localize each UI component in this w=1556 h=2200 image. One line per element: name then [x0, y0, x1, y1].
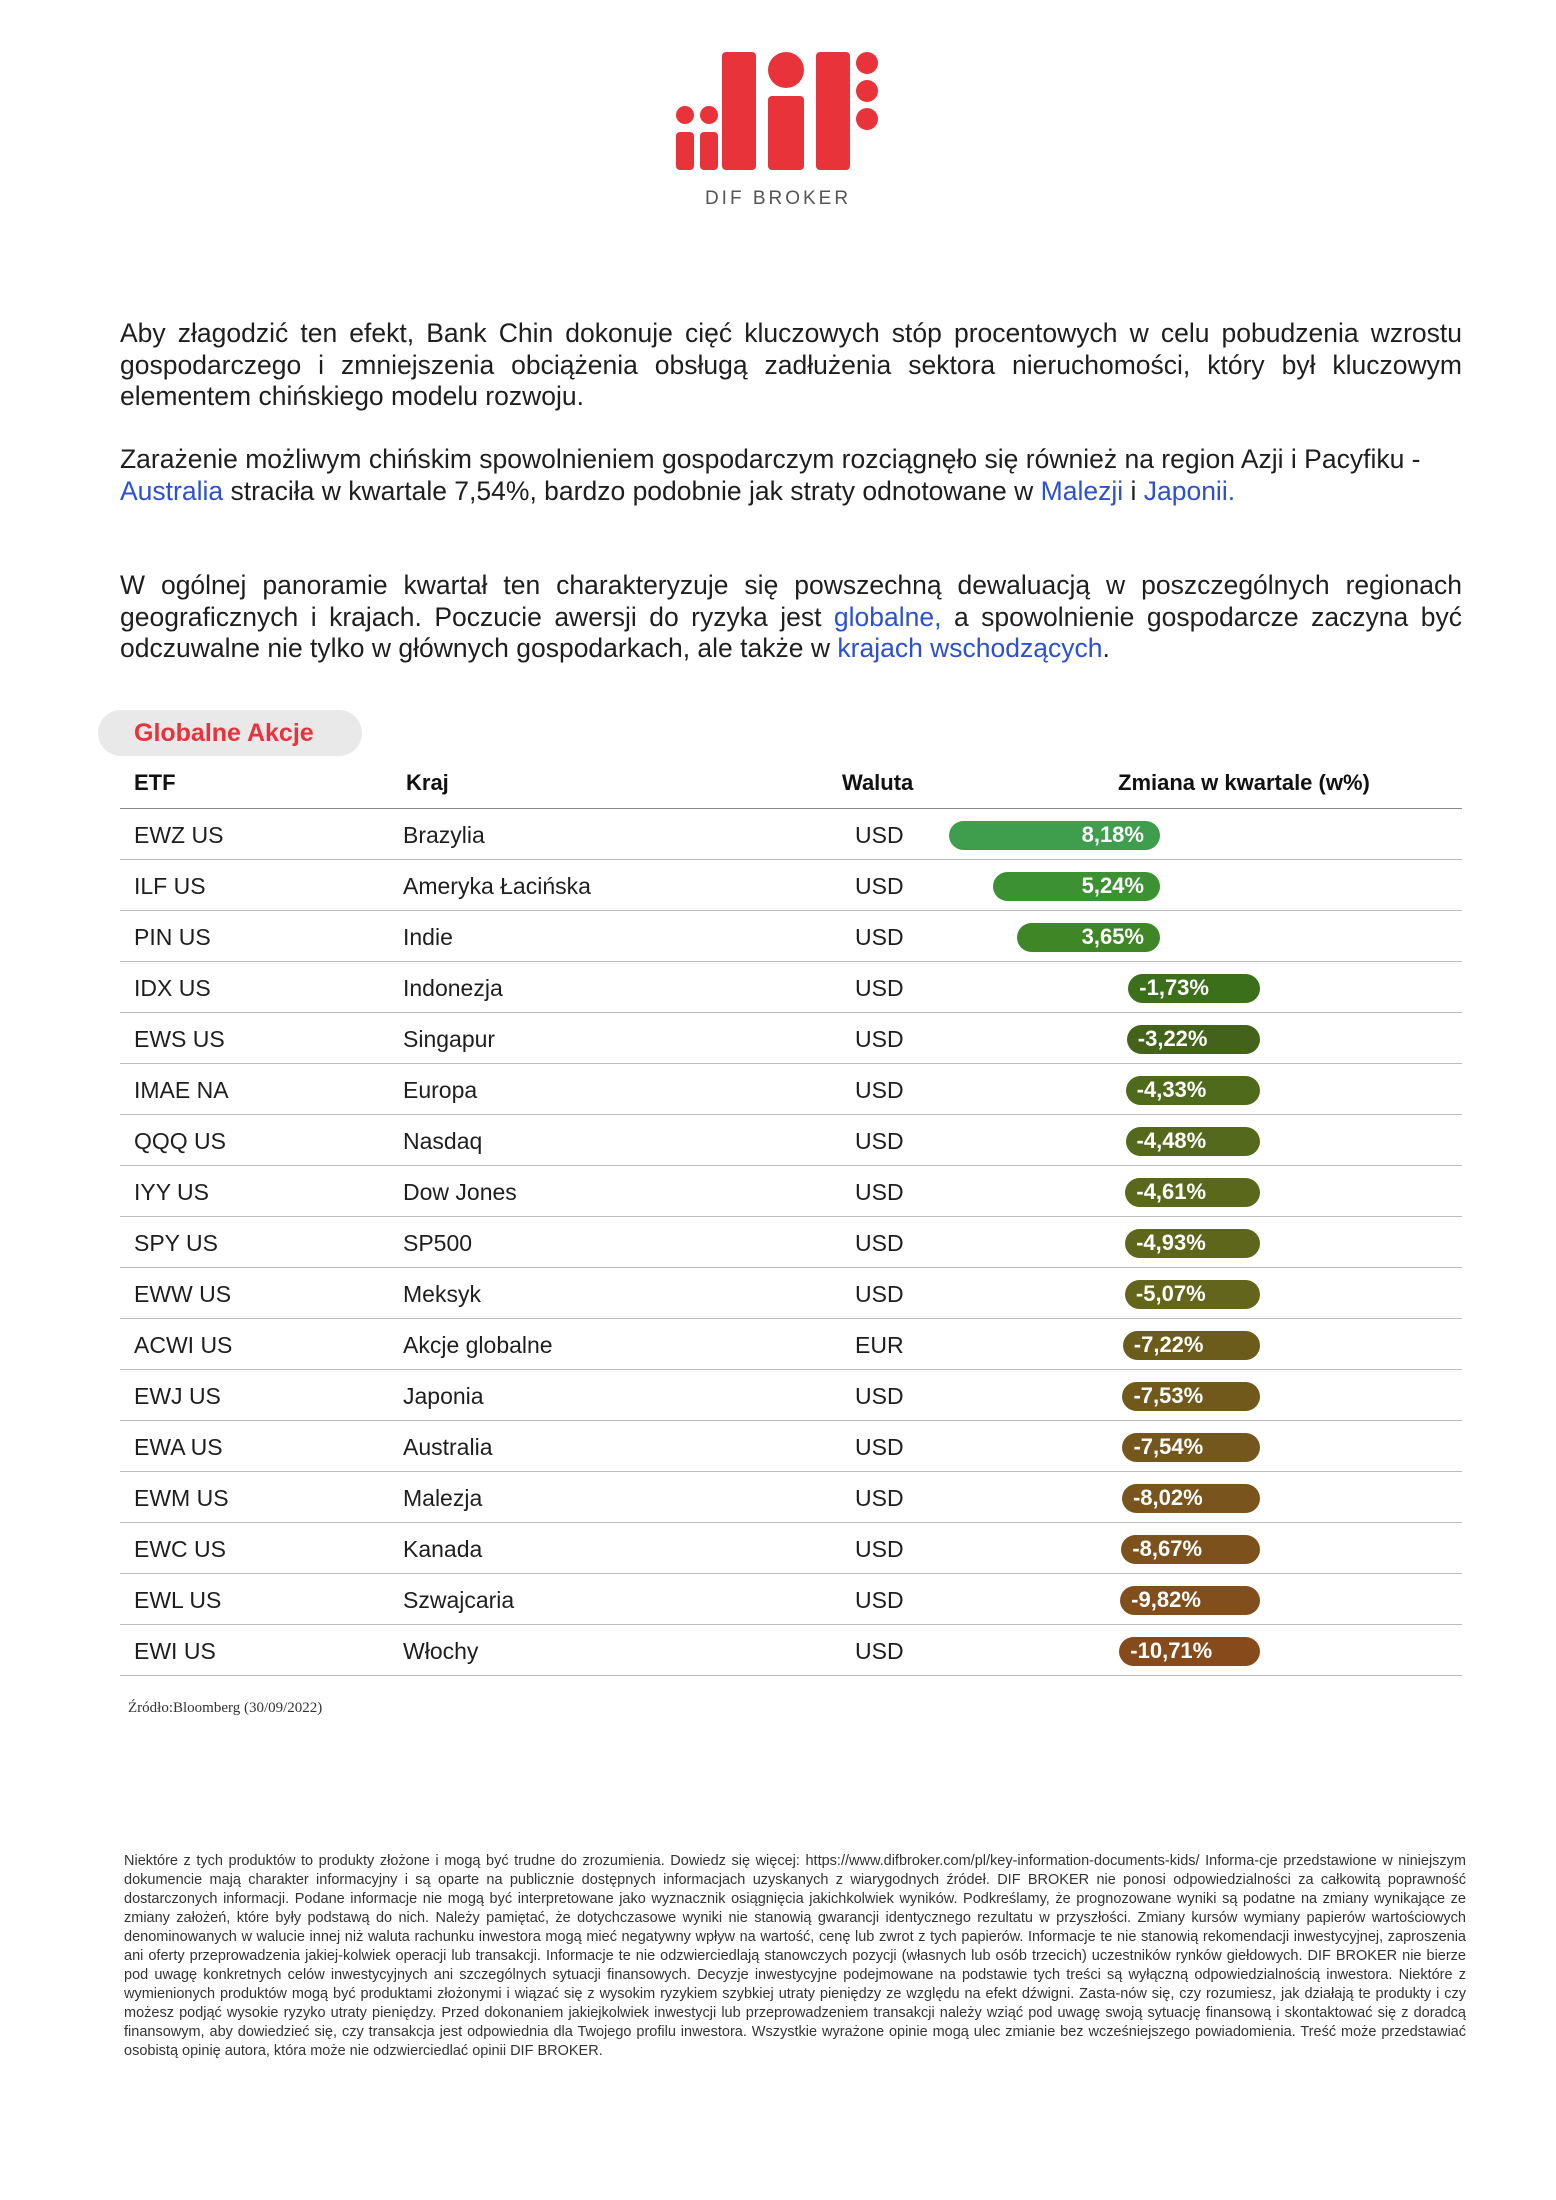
change-bar [993, 872, 1160, 901]
country: Dow Jones [403, 1179, 517, 1205]
currency: USD [855, 1281, 904, 1307]
change-value: -4,61% [1136, 1179, 1207, 1204]
paragraph-3 [120, 570, 1462, 665]
etf-ticker: ACWI US [134, 1332, 233, 1358]
currency: USD [855, 1587, 904, 1613]
column-header-waluta: Waluta [842, 770, 914, 795]
currency: USD [855, 1230, 904, 1256]
paragraph-2 [120, 444, 1462, 507]
change-value: 5,24% [1081, 873, 1144, 898]
currency: USD [855, 873, 904, 899]
etf-ticker: EWJ US [134, 1383, 221, 1409]
country: Malezja [403, 1485, 483, 1511]
country: Akcje globalne [403, 1332, 553, 1358]
etf-ticker: EWZ US [134, 822, 224, 848]
change-value: -1,73% [1139, 975, 1209, 1000]
table-header [120, 770, 1462, 806]
table-row [120, 1523, 1462, 1574]
country: Kanada [403, 1536, 483, 1562]
table-row [120, 1421, 1462, 1472]
change-value: -3,22% [1137, 1026, 1208, 1051]
country: Australia [403, 1434, 493, 1460]
change-bar [1125, 1229, 1260, 1258]
country: Singapur [403, 1026, 496, 1052]
brand-name: DIF BROKER [704, 188, 852, 209]
currency: USD [855, 1026, 904, 1052]
paragraph-2-text-b: straciła w kwartale 7,54%, bardzo podobnie jak straty odnotowane w [223, 475, 1041, 506]
link-globalne[interactable]: globalne, [833, 601, 942, 632]
change-value: -9,82% [1131, 1587, 1201, 1612]
section-title: Globalne Akcje [134, 719, 314, 747]
column-header-kraj: Kraj [406, 770, 449, 795]
etf-ticker: EWI US [134, 1638, 216, 1664]
etf-ticker: EWC US [134, 1536, 226, 1562]
change-value: -7,53% [1133, 1383, 1204, 1408]
change-bar [1121, 1535, 1260, 1564]
table-row [120, 1115, 1462, 1166]
currency: USD [855, 1638, 904, 1664]
change-bar [1127, 1025, 1260, 1054]
change-value: -7,22% [1133, 1332, 1204, 1357]
table-row [120, 860, 1462, 911]
country: Nasdaq [403, 1128, 483, 1154]
country: SP500 [403, 1230, 473, 1256]
change-value: -4,48% [1136, 1128, 1207, 1153]
paragraph-2-text-c: i [1123, 475, 1144, 506]
currency: USD [855, 1128, 904, 1154]
table-row [120, 1625, 1462, 1676]
currency: USD [855, 975, 904, 1001]
change-value: -8,67% [1132, 1536, 1203, 1561]
change-value: -7,54% [1133, 1434, 1204, 1459]
link-australia[interactable]: Australia [120, 475, 224, 506]
currency: USD [855, 822, 904, 848]
change-bar [1119, 1637, 1260, 1666]
table-row [120, 1064, 1462, 1115]
paragraph-1: Aby złagodzić ten efekt, Bank Chin dokonuje cięć kluczowych stóp procentowych w celu pobudzenia wzrostu gospodarczego i zmniejszenia obciążenia obsługą zadłużenia sektora nieruchomości, który był kluczowym elementem chińskiego modelu rozwoju. [120, 318, 1462, 411]
currency: USD [855, 1383, 904, 1409]
table-row [120, 1013, 1462, 1064]
etf-ticker: PIN US [134, 924, 211, 950]
table-row [120, 1472, 1462, 1523]
link-japonii[interactable]: Japonii. [1143, 475, 1236, 506]
change-bar [1125, 1280, 1260, 1309]
link-malezji[interactable]: Malezji [1040, 475, 1124, 506]
etf-ticker: QQQ US [134, 1128, 227, 1154]
column-header-etf: ETF [134, 770, 176, 795]
source-note: Źródło:Bloomberg (30/09/2022) [128, 1700, 323, 1716]
country: Szwajcaria [403, 1587, 515, 1613]
etf-table [120, 808, 1462, 1676]
country: Indie [403, 924, 453, 950]
table-row [120, 1217, 1462, 1268]
paragraph-3-text-b: a spowolnienie gospodarcze zaczyna być odczuwalne nie tylko w głównych gospodarkach, ale także w [120, 601, 1462, 663]
etf-ticker: IDX US [134, 975, 211, 1001]
change-value: 3,65% [1081, 924, 1144, 949]
currency: USD [855, 1077, 904, 1103]
currency: USD [855, 1485, 904, 1511]
change-value: -10,71% [1130, 1638, 1213, 1663]
etf-ticker: EWA US [134, 1434, 223, 1460]
country: Włochy [403, 1638, 479, 1664]
table-row [120, 1166, 1462, 1217]
change-bar [1017, 923, 1160, 952]
etf-ticker: IYY US [134, 1179, 209, 1205]
country: Brazylia [403, 822, 485, 848]
table-row [120, 911, 1462, 962]
link-krajach-wschodzacych[interactable]: krajach wschodzących [837, 633, 1103, 663]
currency: EUR [855, 1332, 904, 1358]
section-title-pill [98, 710, 362, 756]
change-value: -5,07% [1135, 1281, 1206, 1306]
change-value: 8,18% [1081, 822, 1144, 847]
change-bar [1120, 1586, 1260, 1615]
table-row [120, 1319, 1462, 1370]
change-value: -4,33% [1136, 1077, 1207, 1102]
country: Europa [403, 1077, 478, 1103]
etf-ticker: ILF US [134, 873, 206, 899]
etf-ticker: EWS US [134, 1026, 225, 1052]
etf-ticker: EWW US [134, 1281, 232, 1307]
column-header-zmiana: Zmiana w kwartale (w%) [1118, 770, 1370, 795]
paragraph-3-text-a: W ogólnej panoramie kwartał ten charakteryzuje się powszechną dewaluacją w poszczególnych regionach geograficznych i krajach. Poczucie awersji do ryzyka jest [120, 570, 1462, 632]
etf-ticker: SPY US [134, 1230, 218, 1256]
change-bar [1126, 1127, 1260, 1156]
change-bar [1125, 1178, 1260, 1207]
table-row [120, 1370, 1462, 1421]
dif-broker-logo [676, 52, 906, 170]
currency: USD [855, 1434, 904, 1460]
change-bar [1122, 1382, 1260, 1411]
currency: USD [855, 1536, 904, 1562]
country: Indonezja [403, 975, 503, 1001]
etf-ticker: EWL US [134, 1587, 222, 1613]
paragraph-2-text-a: Zarażenie możliwym chińskim spowolnieniem gospodarczym rozciągnęło się również na region Azji i Pacyfiku - [120, 444, 1421, 474]
paragraph-3-text-c: . [1102, 633, 1110, 663]
country: Japonia [403, 1383, 484, 1409]
change-value: -4,93% [1136, 1230, 1206, 1255]
country: Meksyk [403, 1281, 481, 1307]
currency: USD [855, 924, 904, 950]
change-value: -8,02% [1132, 1485, 1203, 1510]
disclaimer: Niektóre z tych produktów to produkty złożone i mogą być trudne do zrozumienia. Dowiedz się więcej: https://www.difbroker.com/pl/key-information-documents-kids/ Informa-cje przedstawione w niniejszym dokumencie mają charakter informacyjny i są oparte na publicznie dostępnych informacjach uzyskanych z wiarygodnych źródeł. DIF BROKER nie ponosi odpowiedzialności za całkowitą poprawność dostarczonych informacji. Podane informacje nie mogą być interpretowane jako wyznacznik osiągnięcia jakichkolwiek wyników. Podkreślamy, że prognozowane wyniki są podatne na zmiany wynikające ze zmiany założeń, które były podstawą do nich. Należy pamiętać, że dotychczasowe wyniki nie stanowią gwarancji identycznego rezultatu w przyszłości. Zmiany kursów wymiany papierów wartościowych denominowanych w walucie innej niż waluta rachunku inwestora mogą mieć negatywny wpływ na wartość, cenę lub zwrot z tych papierów. Informacje te nie stanowią rekomendacji inwestycyjnej, zaproszenia ani oferty przeprowadzenia jakiej-kolwiek operacji lub transakcji. Informacje te nie odzwierciedlają stanowczych pozycji (własnych lub osób trzecich) uczestników rynków giełdowych. DIF BROKER nie bierze pod uwagę konkretnych celów inwestycyjnych ani szczególnych sytuacji finansowych. Decyzje inwestycyjne podejmowane na podstawie tych treści są wyłączną odpowiedzialnością inwestora. Niektóre z wymienionych produktów mogą być produktami złożonymi i wiązać się z wysokim ryzykiem szybkiej utraty pieniędzy ze względu na efekt dźwigni. Zasta-nów się, czy rozumiesz, jak działają te produkty i czy możesz podjąć wysokie ryzyko utraty pieniędzy. Przed dokonaniem jakiejkolwiek inwestycji lub przeprowadzeniem transakcji należy wziąć pod uwagę swoją sytuację finansową i skontaktować się z doradcą finansowym, aby dowiedzieć się, czy transakcja jest odpowiednia dla Twojego profilu inwestora. Wszystkie wyrażone opinie mogą ulec zmianie bez wcześniejszego powiadomienia. Treść może przedstawiać osobistą opinię autora, która może nie odzwierciedlać opinii DIF BROKER. [124, 1853, 1466, 2059]
table-row [120, 962, 1462, 1013]
change-bar [1123, 1331, 1260, 1360]
change-bar [949, 821, 1160, 850]
currency: USD [855, 1179, 904, 1205]
etf-ticker: IMAE NA [134, 1077, 229, 1103]
table-row [120, 809, 1462, 860]
change-bar [1122, 1433, 1260, 1462]
country: Ameryka Łacińska [403, 873, 591, 899]
change-bar [1122, 1484, 1260, 1513]
change-bar [1128, 974, 1260, 1003]
change-bar [1126, 1076, 1260, 1105]
etf-ticker: EWM US [134, 1485, 229, 1511]
table-row [120, 1574, 1462, 1625]
table-row [120, 1268, 1462, 1319]
